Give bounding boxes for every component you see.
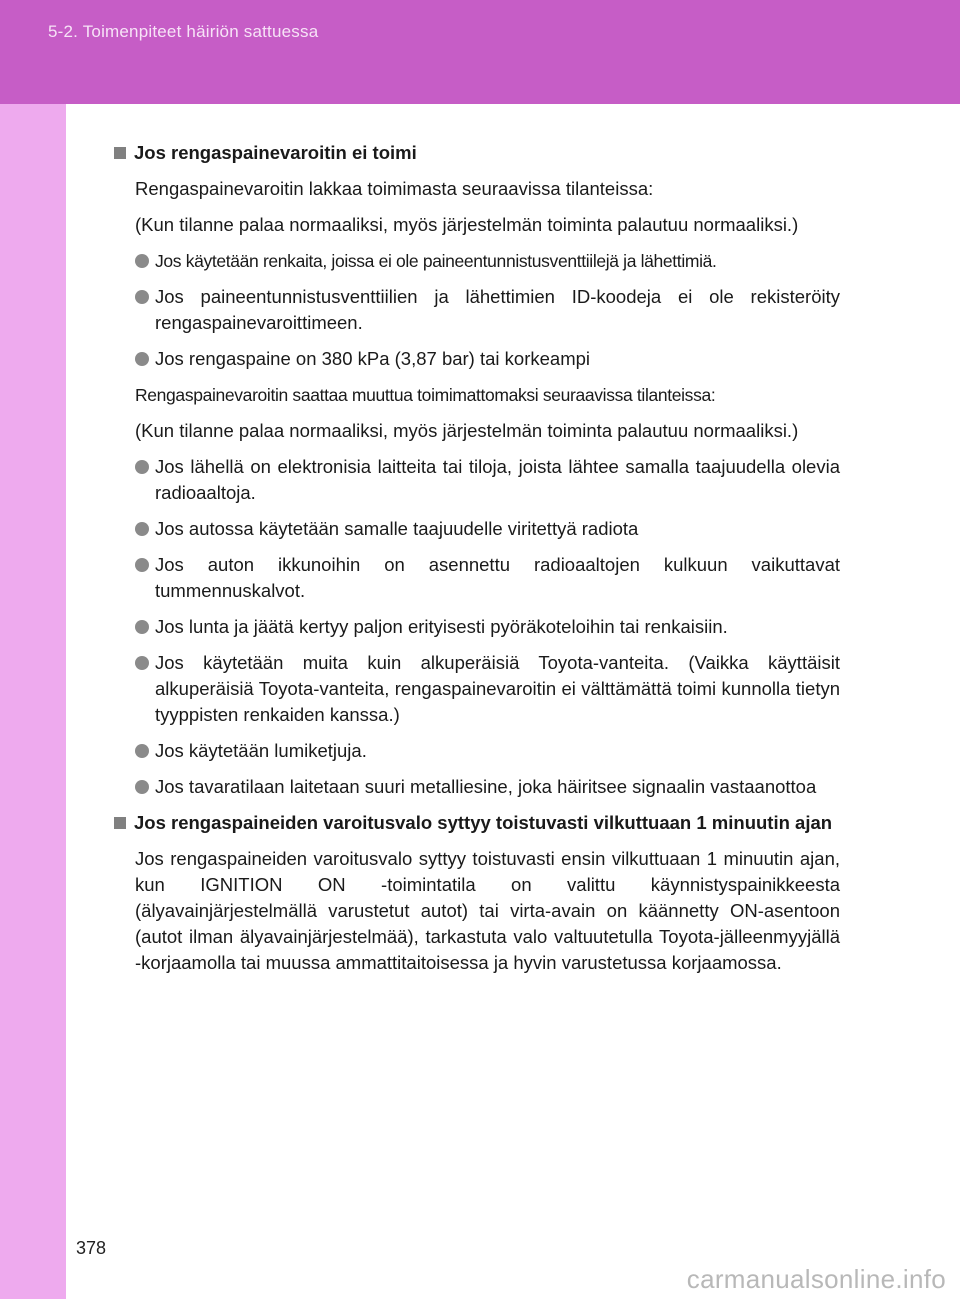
list-item-text: Jos paineentunnistusventtiilien ja lähettimien ID-koodeja ei ole rekisteröity rengaspainevaroittimeen. bbox=[155, 286, 840, 333]
round-bullet-icon bbox=[135, 780, 149, 794]
section2-body: Jos rengaspaineiden varoitusvalo syttyy toistuvasti ensin vilkuttuaan 1 minuutin ajan, kun IGNITION ON -toimintatila on valittu käynnistyspainikkeesta (älyavainjärjestelmällä varustetut autot) tai virta-avain on käännetty ON-asentoon (autot ilman älyavainjärjestelmää), tarkastuta valo valtuutetulla Toyota-jälleenmyyjällä -korjaamolla tai muussa ammattitaitoisessa ja hyvin varustetussa korjaamossa. bbox=[135, 848, 840, 973]
list-item-text: Jos käytetään muita kuin alkuperäisiä Toyota-vanteita. (Vaikka käyttäisit alkuperäisiä Toyota-vanteita, rengaspainevaroitin ei välttämättä toimi kunnolla tietyn tyyppisten renkaiden kanssa.) bbox=[155, 652, 840, 725]
left-margin-strip bbox=[0, 104, 66, 1299]
list-item-text: Jos auton ikkunoihin on asennettu radioaaltojen kulkuun vaikuttavat tummennuskalvot. bbox=[155, 554, 840, 601]
list-item-text: Jos autossa käytetään samalle taajuudelle viritettyä radiota bbox=[155, 518, 639, 539]
list-item bbox=[114, 552, 840, 604]
section2-heading bbox=[114, 810, 840, 836]
section1-note2: (Kun tilanne palaa normaaliksi, myös järjestelmän toiminta palautuu normaaliksi.) bbox=[135, 420, 799, 441]
section2-heading-text: Jos rengaspaineiden varoitusvalo syttyy toistuvasti vilkuttuaan 1 minuutin ajan bbox=[134, 812, 833, 833]
section1-heading-text: Jos rengaspainevaroitin ei toimi bbox=[134, 142, 417, 163]
square-bullet-icon bbox=[114, 817, 126, 829]
round-bullet-icon bbox=[135, 290, 149, 304]
round-bullet-icon bbox=[135, 522, 149, 536]
list-item-text: Jos tavaratilaan laitetaan suuri metalliesine, joka häiritsee signaalin vastaanottoa bbox=[155, 776, 817, 797]
list-item bbox=[114, 454, 840, 506]
list-item bbox=[114, 650, 840, 728]
list-item bbox=[114, 284, 840, 336]
list-item bbox=[114, 774, 840, 800]
section-title: 5-2. Toimenpiteet häiriön sattuessa bbox=[48, 22, 319, 41]
list-item bbox=[114, 346, 840, 372]
header-band bbox=[0, 0, 960, 104]
round-bullet-icon bbox=[135, 620, 149, 634]
section1-note: (Kun tilanne palaa normaaliksi, myös järjestelmän toiminta palautuu normaaliksi.) bbox=[135, 214, 799, 235]
round-bullet-icon bbox=[135, 254, 149, 268]
page-number: 378 bbox=[76, 1238, 107, 1258]
list-item bbox=[114, 248, 840, 274]
list-item-text: Jos käytetään lumiketjuja. bbox=[155, 740, 367, 761]
section1-intro2: Rengaspainevaroitin saattaa muuttua toimimattomaksi seuraavissa tilanteissa: bbox=[135, 385, 716, 405]
watermark: carmanualsonline.info bbox=[686, 1264, 946, 1294]
list-item bbox=[114, 738, 840, 764]
round-bullet-icon bbox=[135, 744, 149, 758]
round-bullet-icon bbox=[135, 352, 149, 366]
list-item bbox=[114, 614, 840, 640]
list-item-text: Jos käytetään renkaita, joissa ei ole paineentunnistusventtiilejä ja lähettimiä. bbox=[155, 251, 717, 271]
round-bullet-icon bbox=[135, 558, 149, 572]
section1-heading bbox=[114, 140, 840, 166]
list-item-text: Jos rengaspaine on 380 kPa (3,87 bar) tai korkeampi bbox=[155, 348, 591, 369]
round-bullet-icon bbox=[135, 656, 149, 670]
square-bullet-icon bbox=[114, 147, 126, 159]
list-item bbox=[114, 516, 840, 542]
page-content bbox=[114, 140, 840, 986]
round-bullet-icon bbox=[135, 460, 149, 474]
list-item-text: Jos lunta ja jäätä kertyy paljon erityisesti pyöräkoteloihin tai renkaisiin. bbox=[155, 616, 728, 637]
section1-intro: Rengaspainevaroitin lakkaa toimimasta seuraavissa tilanteissa: bbox=[135, 178, 654, 199]
list-item-text: Jos lähellä on elektronisia laitteita tai tiloja, joista lähtee samalla taajuudella olevia radioaaltoja. bbox=[155, 456, 840, 503]
